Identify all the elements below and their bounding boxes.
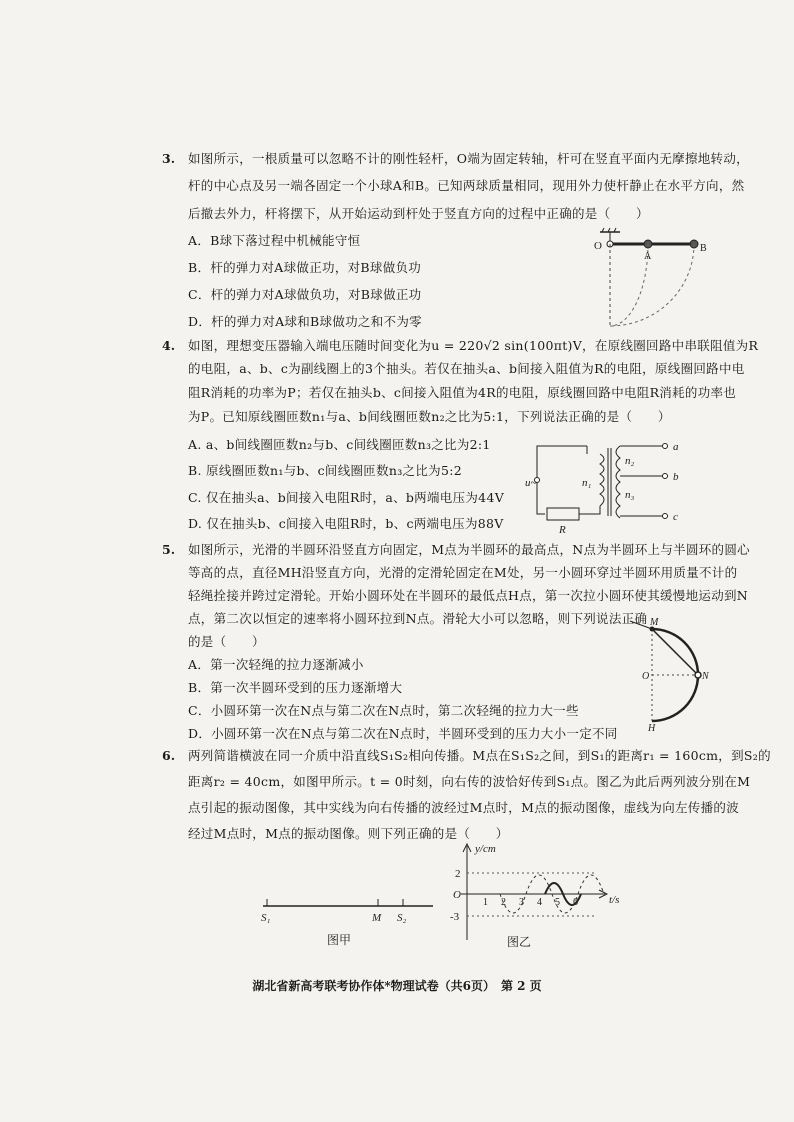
q4-label-b: b	[673, 471, 679, 483]
q6-xtick-5: 5	[555, 897, 560, 908]
q6-caption-yi: 图乙	[507, 935, 532, 949]
q6-xlabel: t/s	[609, 894, 620, 906]
q3-number: 3.	[162, 151, 176, 166]
q6-number: 6.	[162, 748, 176, 763]
q4-label-r: R	[559, 524, 566, 536]
q3-option-d: D．杆的弹力对A球和B球做功之和不为零	[188, 314, 422, 329]
q4-label-a: a	[673, 441, 679, 453]
q4-stem-line-2: 的电阻，a、b、c为副线圈上的3个抽头。若仅在抽头a、b间接入阻值为R的电阻，原线圈回路中电	[188, 361, 745, 376]
q4-label-n1: n₁	[582, 477, 592, 489]
q3-label-a: A	[644, 251, 652, 262]
q3-stem-line-2: 杆的中心点及另一端各固定一个小球A和B。已知两球质量相同，现用外力使杆静止在水平方向，然	[188, 178, 745, 193]
q6-xtick-4: 4	[537, 897, 542, 908]
q6-xtick-6: 6	[573, 897, 578, 908]
q3-stem-line-1: 如图所示，一根质量可以忽略不计的刚性轻杆，O端为固定转轴，杆可在竖直平面内无摩擦地转动，	[188, 151, 749, 166]
q3-label-b: B	[700, 243, 707, 254]
q4-option-c: C. 仅在抽头a、b间接入电阻R时，a、b两端电压为44V	[188, 490, 505, 505]
q3-option-b: B．杆的弹力对A球做正功，对B球做负功	[188, 260, 422, 275]
q4-stem-line-1: 如图，理想变压器输入端电压随时间变化为u = 220√2 sin(100πt)V，在原线圈回路中串联阻值为R	[188, 338, 759, 353]
q4-option-b: B. 原线圈匝数n₁与b、c间线圈匝数n₃之比为5:2	[188, 463, 462, 478]
q5-stem-line-3: 轻绳拴接并跨过定滑轮。开始小圆环处在半圆环的最低点H点，第一次拉小圆环使其缓慢地运动到N	[188, 588, 749, 603]
q4-stem-line-3: 阻R消耗的功率为P；若仅在抽头b、c间接入阻值为4R的电阻，原线圈回路中电阻R消耗的功率也	[188, 385, 737, 400]
page-footer: 湖北省新高考联考协作体*物理试卷（共6页） 第 2 页	[252, 979, 542, 993]
q6-stem-line-1: 两列简谐横波在同一介质中沿直线S₁S₂相向传播。M点在S₁S₂之间，到S₁的距离r₁ = 160cm，到S₂的	[188, 748, 771, 763]
q6-ylabel: y/cm	[475, 843, 496, 855]
q3-option-c: C．杆的弹力对A球做负功，对B球做正功	[188, 287, 422, 302]
q6-stem-line-3: 点引起的振动图像，其中实线为向右传播的波经过M点时，M点的振动图像，虚线为向左传播的波	[188, 800, 739, 815]
q6-ytick-neg3: -3	[450, 911, 460, 923]
q5-stem-line-4: 点，第二次以恒定的速率将小圆环拉到N点。滑轮大小可以忽略，则下列说法正确	[188, 611, 648, 626]
q4-label-u: u~	[525, 477, 537, 489]
q6-fig-yi	[445, 840, 625, 950]
q3-stem-line-3: 后撤去外力，杆将摆下，从开始运动到杆处于竖直方向的过程中正确的是（ ）	[188, 206, 649, 221]
q5-stem-line-1: 如图所示，光滑的半圆环沿竖直方向固定，M点为半圆环的最高点，N点为半圆环上与半圆环的圆心	[188, 542, 750, 557]
q5-label-h: H	[648, 723, 656, 734]
q5-number: 5.	[162, 542, 176, 557]
q5-label-m: M	[650, 617, 659, 628]
q6-label-s1: S₁	[261, 912, 271, 924]
q4-label-n2: n₂	[625, 455, 635, 467]
q5-stem-line-2: 等高的点，直径MH沿竖直方向，光滑的定滑轮固定在M处，另一小圆环穿过半圆环用质量不计的	[188, 565, 738, 580]
q4-option-a: A. a、b间线圈匝数n₂与b、c间线圈匝数n₃之比为2:1	[188, 437, 491, 452]
q6-fig-jia	[255, 890, 440, 950]
q4-number: 4.	[162, 338, 176, 353]
q3-label-o: O	[594, 240, 602, 252]
q5-stem-line-5: 的是（ ）	[188, 634, 265, 649]
q4-label-c: c	[673, 511, 678, 523]
q4-stem-line-4: 为P。已知原线圈匝数n₁与a、b间线圈匝数n₂之比为5:1，下列说法正确的是（ ）	[188, 409, 671, 424]
q5-option-a: A．第一次轻绳的拉力逐渐减小	[188, 657, 364, 672]
q4-option-d: D. 仅在抽头b、c间接入电阻R时，b、c两端电压为88V	[188, 516, 504, 531]
q3-rod-diagram	[590, 226, 720, 331]
q6-label-s2: S₂	[397, 912, 407, 924]
q5-label-n: N	[702, 671, 709, 682]
q5-semicircle-diagram	[630, 617, 730, 732]
q6-stem-line-4: 经过M点时，M点的振动图像。则下列正确的是（ ）	[188, 826, 509, 841]
q5-option-b: B．第一次半圆环受到的压力逐渐增大	[188, 680, 403, 695]
q5-option-c: C．小圆环第一次在N点与第二次在N点时，第二次轻绳的拉力大一些	[188, 703, 579, 718]
q4-transformer-diagram	[525, 438, 690, 536]
q6-xtick-1: 1	[483, 897, 488, 908]
q6-caption-jia: 图甲	[327, 933, 352, 947]
q5-label-o: O	[642, 671, 650, 682]
q4-label-n3: n₃	[625, 489, 635, 501]
q6-origin: O	[453, 889, 461, 901]
q6-xtick-2: 2	[501, 897, 506, 908]
q6-xtick-3: 3	[519, 897, 524, 908]
q6-label-m: M	[372, 912, 382, 924]
q5-option-d: D．小圆环第一次在N点与第二次在N点时，半圆环受到的压力大小一定不同	[188, 726, 618, 741]
q6-stem-line-2: 距离r₂ = 40cm，如图甲所示。t = 0时刻，向右传的波恰好传到S₁点。图乙为此后两列波分别在M	[188, 774, 751, 789]
q3-option-a: A．B球下落过程中机械能守恒	[188, 233, 361, 248]
q6-ytick-2: 2	[455, 868, 461, 880]
